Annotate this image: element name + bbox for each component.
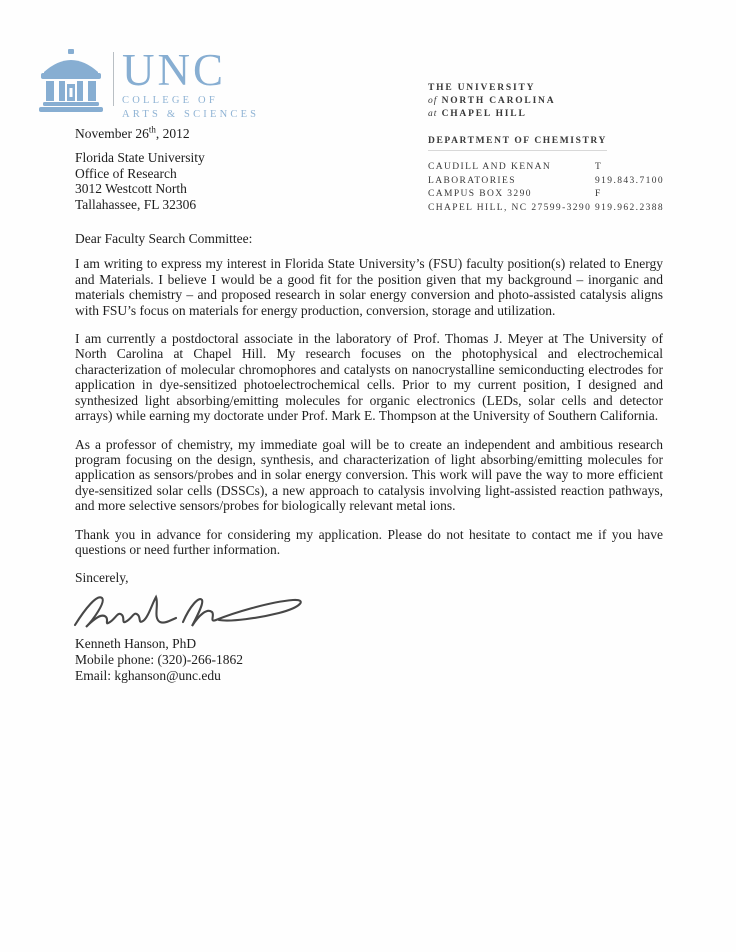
fax-number: F 919.962.2388 [595, 189, 665, 213]
recipient-line: Office of Research [75, 165, 177, 181]
address-line: CHAPEL HILL, NC 27599-3290 [428, 202, 592, 213]
closing: Sincerely, [75, 570, 129, 586]
signer-block [75, 636, 663, 684]
department-name: DEPARTMENT OF CHEMISTRY [428, 136, 607, 151]
address-line: CAUDILL AND KENAN [428, 162, 552, 172]
recipient-address [75, 150, 663, 212]
logo-text [122, 45, 260, 120]
signer-name: Kenneth Hanson, PhD [75, 636, 197, 652]
university-line2: of NORTH CAROLINA [428, 96, 556, 106]
recipient-line: Florida State University [75, 150, 205, 166]
paragraph-thanks: Thank you in advance for considering my application. Please do not hesitate to contact me if you have questions or need further information. [75, 526, 663, 557]
old-well-icon [38, 48, 104, 112]
letter-body [75, 126, 663, 684]
recipient-line: Tallahassee, FL 32306 [75, 196, 197, 212]
logo-divider [113, 52, 114, 106]
address-line: CAMPUS BOX 3290 [428, 189, 532, 199]
paragraph-interest: I am writing to express my interest in Florida State University’s (FSU) faculty position(s) related to Energy and Materials. I believe I would be a good fit for the position given that my background – inorganic and materials chemistry – and proposed research in solar energy conversion and photo-assisted catalysis aligns with FSU’s focus on materials for energy production, conversion, storage and utilization. [75, 256, 663, 318]
university-line1: THE UNIVERSITY [428, 83, 536, 93]
recipient-line: 3012 Westcott North [75, 181, 187, 197]
paragraph-current-position: I am currently a postdoctoral associate in the laboratory of Prof. Thomas J. Meyer at The University of North Carolina at Chapel Hill. My research focuses on the photophysical and electrochemical characterization of molecular chromophores and catalysts on nanocrystalline semiconducting electrodes for application in dye-sensitized photoelectrochemical cells. Prior to my current position, I designed and synthesized light absorbing/emitting molecules for organic electronics (LEDs, solar cells and detector arrays) while earning my doctorate under Prof. Mark E. Thompson at the University of Southern California. [75, 331, 663, 424]
university-line3: at CHAPEL HILL [428, 109, 527, 119]
logo-arts-sciences-line: ARTS & SCIENCES [122, 108, 260, 120]
salutation: Dear Faculty Search Committee: [75, 231, 253, 247]
signer-email: Email: kghanson@unc.edu [75, 668, 221, 684]
address-line: LABORATORIES [428, 175, 516, 186]
paragraph-research-goals: As a professor of chemistry, my immediate goal will be to create an independent and ambitious research program focusing on the design, synthesis, and characterization of light absorbing/emitting molecules for application as sensors/probes and in solar energy conversion. This work will pave the way to more efficient dye-sensitized solar cells (DSSCs), a new approach to catalysis involving light-assisted reaction pathways, and more selective sensors/probes for biologically relevant metal ions. [75, 436, 663, 514]
university-name [428, 82, 668, 121]
signer-mobile: Mobile phone: (320)-266-1862 [75, 652, 243, 668]
unc-logo [38, 45, 260, 120]
handwritten-signature [71, 589, 663, 638]
letter-date: November 26th, 2012 [75, 124, 190, 141]
logo-college-line: COLLEGE OF [122, 95, 218, 106]
phone-number: T 919.843.7100 [595, 162, 665, 186]
logo-acronym: UNC [122, 45, 227, 95]
